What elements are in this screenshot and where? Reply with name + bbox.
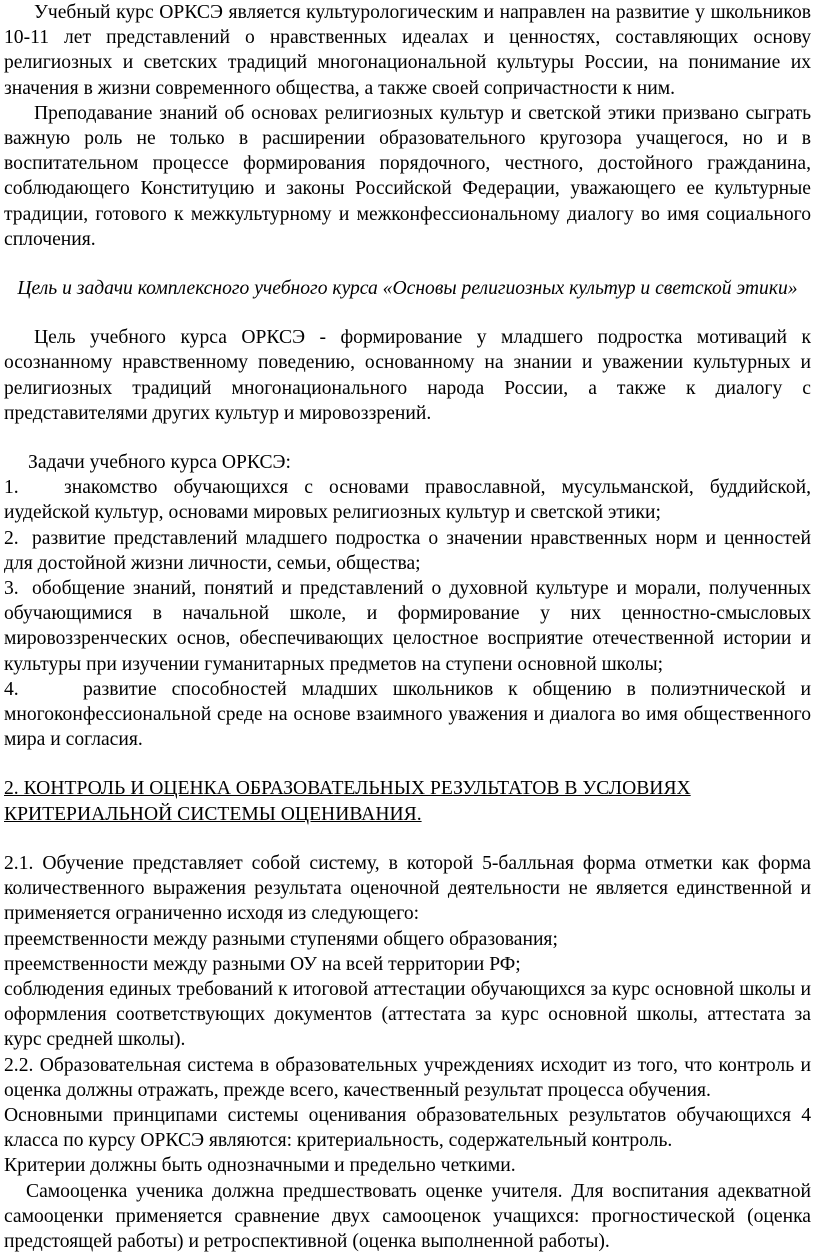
section-2-heading: 2. КОНТРОЛЬ И ОЦЕНКА ОБРАЗОВАТЕЛЬНЫХ РЕЗУЛЬТАТОВ В УСЛОВИЯХ КРИТЕРИАЛЬНОЙ СИСТЕМЫ ОЦЕНИВАНИЯ. [4,778,691,825]
task-text: развитие способностей младших школьников к общению в полиэтнической и многоконфессиональной среде на основе взаимного уважения и диалога во имя общественного мира и согласия. [4,678,811,751]
task-text: развитие представлений младшего подростка о значении нравственных норм и ценностей для достойной жизни личности, семьи, общества; [4,527,811,574]
spacer [4,752,811,776]
task-text: знакомство обучающихся с основами православной, мусульманской, буддийской, иудейской культур, основами мировых религиозных культур и светской этики; [4,477,811,524]
criteria-line-1: преемственности между разными ступенями общего образования; [4,928,558,950]
task-number: 2. [4,527,19,549]
task-item-4 [4,677,811,753]
criteria-note: Критерии должны быть однозначными и предельно четкими. [4,1155,516,1177]
goal-heading: Цель и задачи комплексного учебного курса «Основы религиозных культур и светской этики» [17,278,798,300]
self-assessment-paragraph: Самооценка ученика должна предшествовать оценке учителя. Для воспитания адекватной самооценки применяется сравнение двух самооценок учащихся: прогностической (оценка предстоящей работы) и ретроспективной (оценка выполненной работы). [4,1180,811,1252]
intro-paragraph-2: Преподавание знаний об основах религиозных культур и светской этики призвано сыграть важную роль не только в расширении образовательного кругозора учащегося, но и в воспитательном процессе формирования порядочного, честного, достойного гражданина, соблюдающего Конституцию и законы Российской Федерации, уважающего ее культурные традиции, готового к межкультурному и межконфессиональному диалогу во имя социального сплочения. [4,102,811,250]
spacer [4,426,811,450]
criteria-line-2: преемственности между разными ОУ на всей территории РФ; [4,953,521,975]
principles-paragraph: Основными принципами системы оценивания образовательных результатов обучающихся 4 класса по курсу ОРКСЭ являются: критериальность, содержательный контроль. [4,1104,811,1152]
section-2-2-paragraph: 2.2. Образовательная система в образовательных учреждениях исходит из того, что контроль и оценка должны отражать, прежде всего, качественный результат процесса обучения. [4,1054,811,1101]
task-item-3 [4,576,811,677]
task-number: 4. [4,678,19,700]
spacer [4,252,811,276]
task-number: 1. [4,477,19,499]
criteria-line-3: соблюдения единых требований к итоговой аттестации обучающихся за курс основной школы и оформления соответствующих документов (аттестата за курс основной школы, аттестата за курс средней школы). [4,978,811,1051]
task-number: 3. [4,578,19,600]
section-2-1-paragraph: 2.1. Обучение представляет собой систему, в которой 5-балльная форма отметки как форма количественного выражения результата оценочной деятельности не является единственной и применяется ограниченно исходя из следующего: [4,852,811,925]
spacer [4,301,811,325]
spacer [4,827,811,851]
goal-paragraph: Цель учебного курса ОРКСЭ - формирование у младшего подростка мотиваций к осознанному нравственному поведению, основанному на знании и уважении культурных и религиозных традиций многонационального народа России, а также к диалогу с представителями других культур и мировоззрений. [4,327,811,424]
tasks-title: Задачи учебного курса ОРКСЭ: [28,452,291,474]
task-item-1 [4,475,811,525]
task-item-2 [4,526,811,576]
task-text: обобщение знаний, понятий и представлений о духовной культуре и морали, полученных обучающимися в начальной школе, и формирование у них ценностно-смысловых мировоззренческих основ, обеспечивающих целостное восприятие отечественной истории и культуры при изучении гуманитарных предметов на ступени основной школы; [4,578,811,675]
intro-paragraph-1: Учебный курс ОРКСЭ является культурологическим и направлен на развитие у школьников 10-11 лет представлений о нравственных идеалах и ценностях, составляющих основу религиозных и светских традиций многонациональной культуры России, на понимание их значения в жизни современного общества, а также своей сопричастности к ним. [4,2,811,99]
